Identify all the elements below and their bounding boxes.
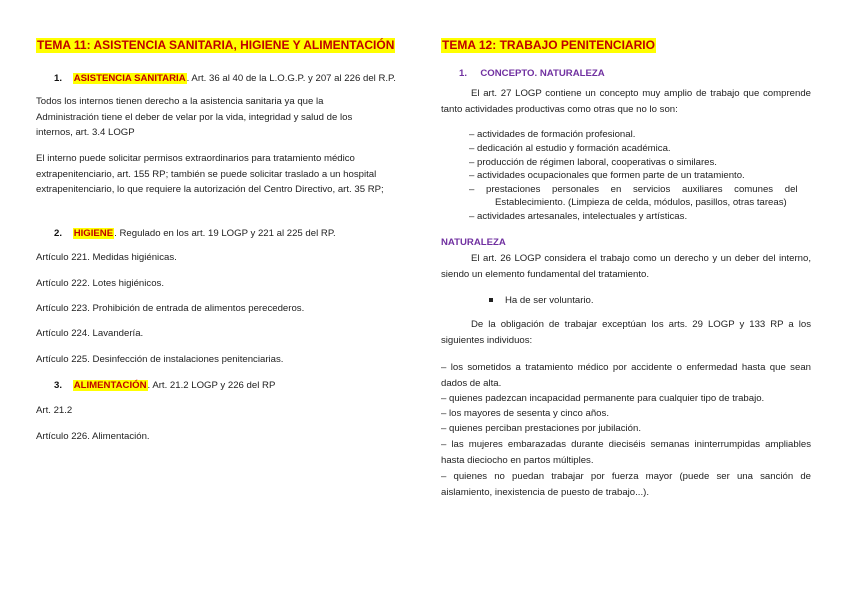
article-222: Artículo 222. Lotes higiénicos. — [36, 278, 164, 289]
section-reference: . Art. 21.2 LOGP y 226 del RP — [147, 380, 276, 391]
paragraph-asistencia-2: El interno puede solicitar permisos extraordinarios para tratamiento médico extrapenitenciario, art. 155 RP; también se puede solicitar traslado a un hospital extrapenitenciario, lo que requiere la autorización del Centro Directivo, art. 35 RP; — [36, 153, 384, 195]
section-alimentacion-heading — [54, 379, 275, 392]
section-reference: . Regulado en los art. 19 LOGP y 221 al 225 del RP. — [114, 228, 336, 239]
section-higiene-heading — [54, 227, 336, 240]
section-asistencia-heading — [54, 72, 396, 85]
activity-item: – actividades artesanales, intelectuales y artísticas. — [469, 211, 688, 222]
paragraph-asistencia-1: Todos los internos tienen derecho a la asistencia sanitaria ya que la Administración tiene el deber de velar por la vida, integridad y salud de los internos, art. 3.4 LOGP — [36, 96, 353, 138]
article-226: Artículo 226. Alimentación. — [36, 431, 150, 442]
activity-item: – dedicación al estudio y formación académica. — [469, 143, 671, 154]
tema-12-title: TEMA 12: TRABAJO PENITENCIARIO — [442, 38, 655, 52]
concepto-heading: 1. CONCEPTO. NATURALEZA — [459, 68, 605, 79]
article-21-2: Art. 21.2 — [36, 405, 73, 416]
bullet-text: Ha de ser voluntario. — [505, 295, 594, 306]
naturaleza-heading: NATURALEZA — [441, 237, 506, 248]
bullet-voluntario — [489, 294, 594, 307]
exception-item: – quienes padezcan incapacidad permanente para cualquier tipo de trabajo. — [441, 393, 765, 404]
exception-item: – los sometidos a tratamiento médico por accidente o enfermedad hasta que sean dados de alta. — [441, 362, 811, 389]
article-223: Artículo 223. Prohibición de entrada de alimentos perecederos. — [36, 303, 305, 314]
tema-11-title: TEMA 11: ASISTENCIA SANITARIA, HIGIENE Y ALIMENTACIÓN — [37, 38, 395, 52]
section-number: 2. — [54, 228, 63, 239]
square-bullet-icon — [489, 298, 493, 302]
section-label: HIGIENE — [73, 228, 114, 239]
activity-item: – actividades de formación profesional. — [469, 129, 636, 140]
exception-item: – las mujeres embarazadas durante dieciséis semanas ininterrumpidas ampliables hasta dieciocho en partos múltiples. — [441, 439, 811, 466]
article-224: Artículo 224. Lavandería. — [36, 328, 144, 339]
exception-item: – quienes perciban prestaciones por jubilación. — [441, 423, 641, 434]
section-label: ALIMENTACIÓN — [73, 380, 147, 391]
section-reference: . Art. 36 al 40 de la L.O.G.P. y 207 al 226 del R.P. — [186, 73, 396, 84]
section-number: 1. — [54, 73, 63, 84]
article-225: Artículo 225. Desinfección de instalaciones penitenciarias. — [36, 354, 284, 365]
section-label: ASISTENCIA SANITARIA — [73, 73, 186, 84]
paragraph-concepto: El art. 27 LOGP contiene un concepto muy amplio de trabajo que comprende tanto actividades productivas como otras que no lo son: — [441, 88, 811, 115]
activity-item: – producción de régimen laboral, cooperativas o similares. — [469, 157, 717, 168]
article-221: Artículo 221. Medidas higiénicas. — [36, 252, 177, 263]
section-number: 3. — [54, 380, 63, 391]
activity-item: – actividades ocupacionales que formen parte de un tratamiento. — [469, 170, 745, 181]
paragraph-obligacion: De la obligación de trabajar exceptúan los arts. 29 LOGP y 133 RP a los siguientes individuos: — [441, 319, 811, 346]
activity-item-prestaciones-line1: – prestaciones personales en servicios auxiliares comunes del — [469, 184, 798, 195]
exception-item: – los mayores de sesenta y cinco años. — [441, 408, 609, 419]
paragraph-naturaleza: El art. 26 LOGP considera el trabajo como un derecho y un deber del interno, siendo un elemento fundamental del tratamiento. — [441, 253, 811, 280]
activity-item-prestaciones-line2: Establecimiento. (Limpieza de celda, módulos, pasillos, otras tareas) — [495, 197, 787, 208]
exception-item: – quienes no puedan trabajar por fuerza mayor (puede ser una sanción de aislamiento, inexistencia de puesto de trabajo...). — [441, 471, 811, 498]
